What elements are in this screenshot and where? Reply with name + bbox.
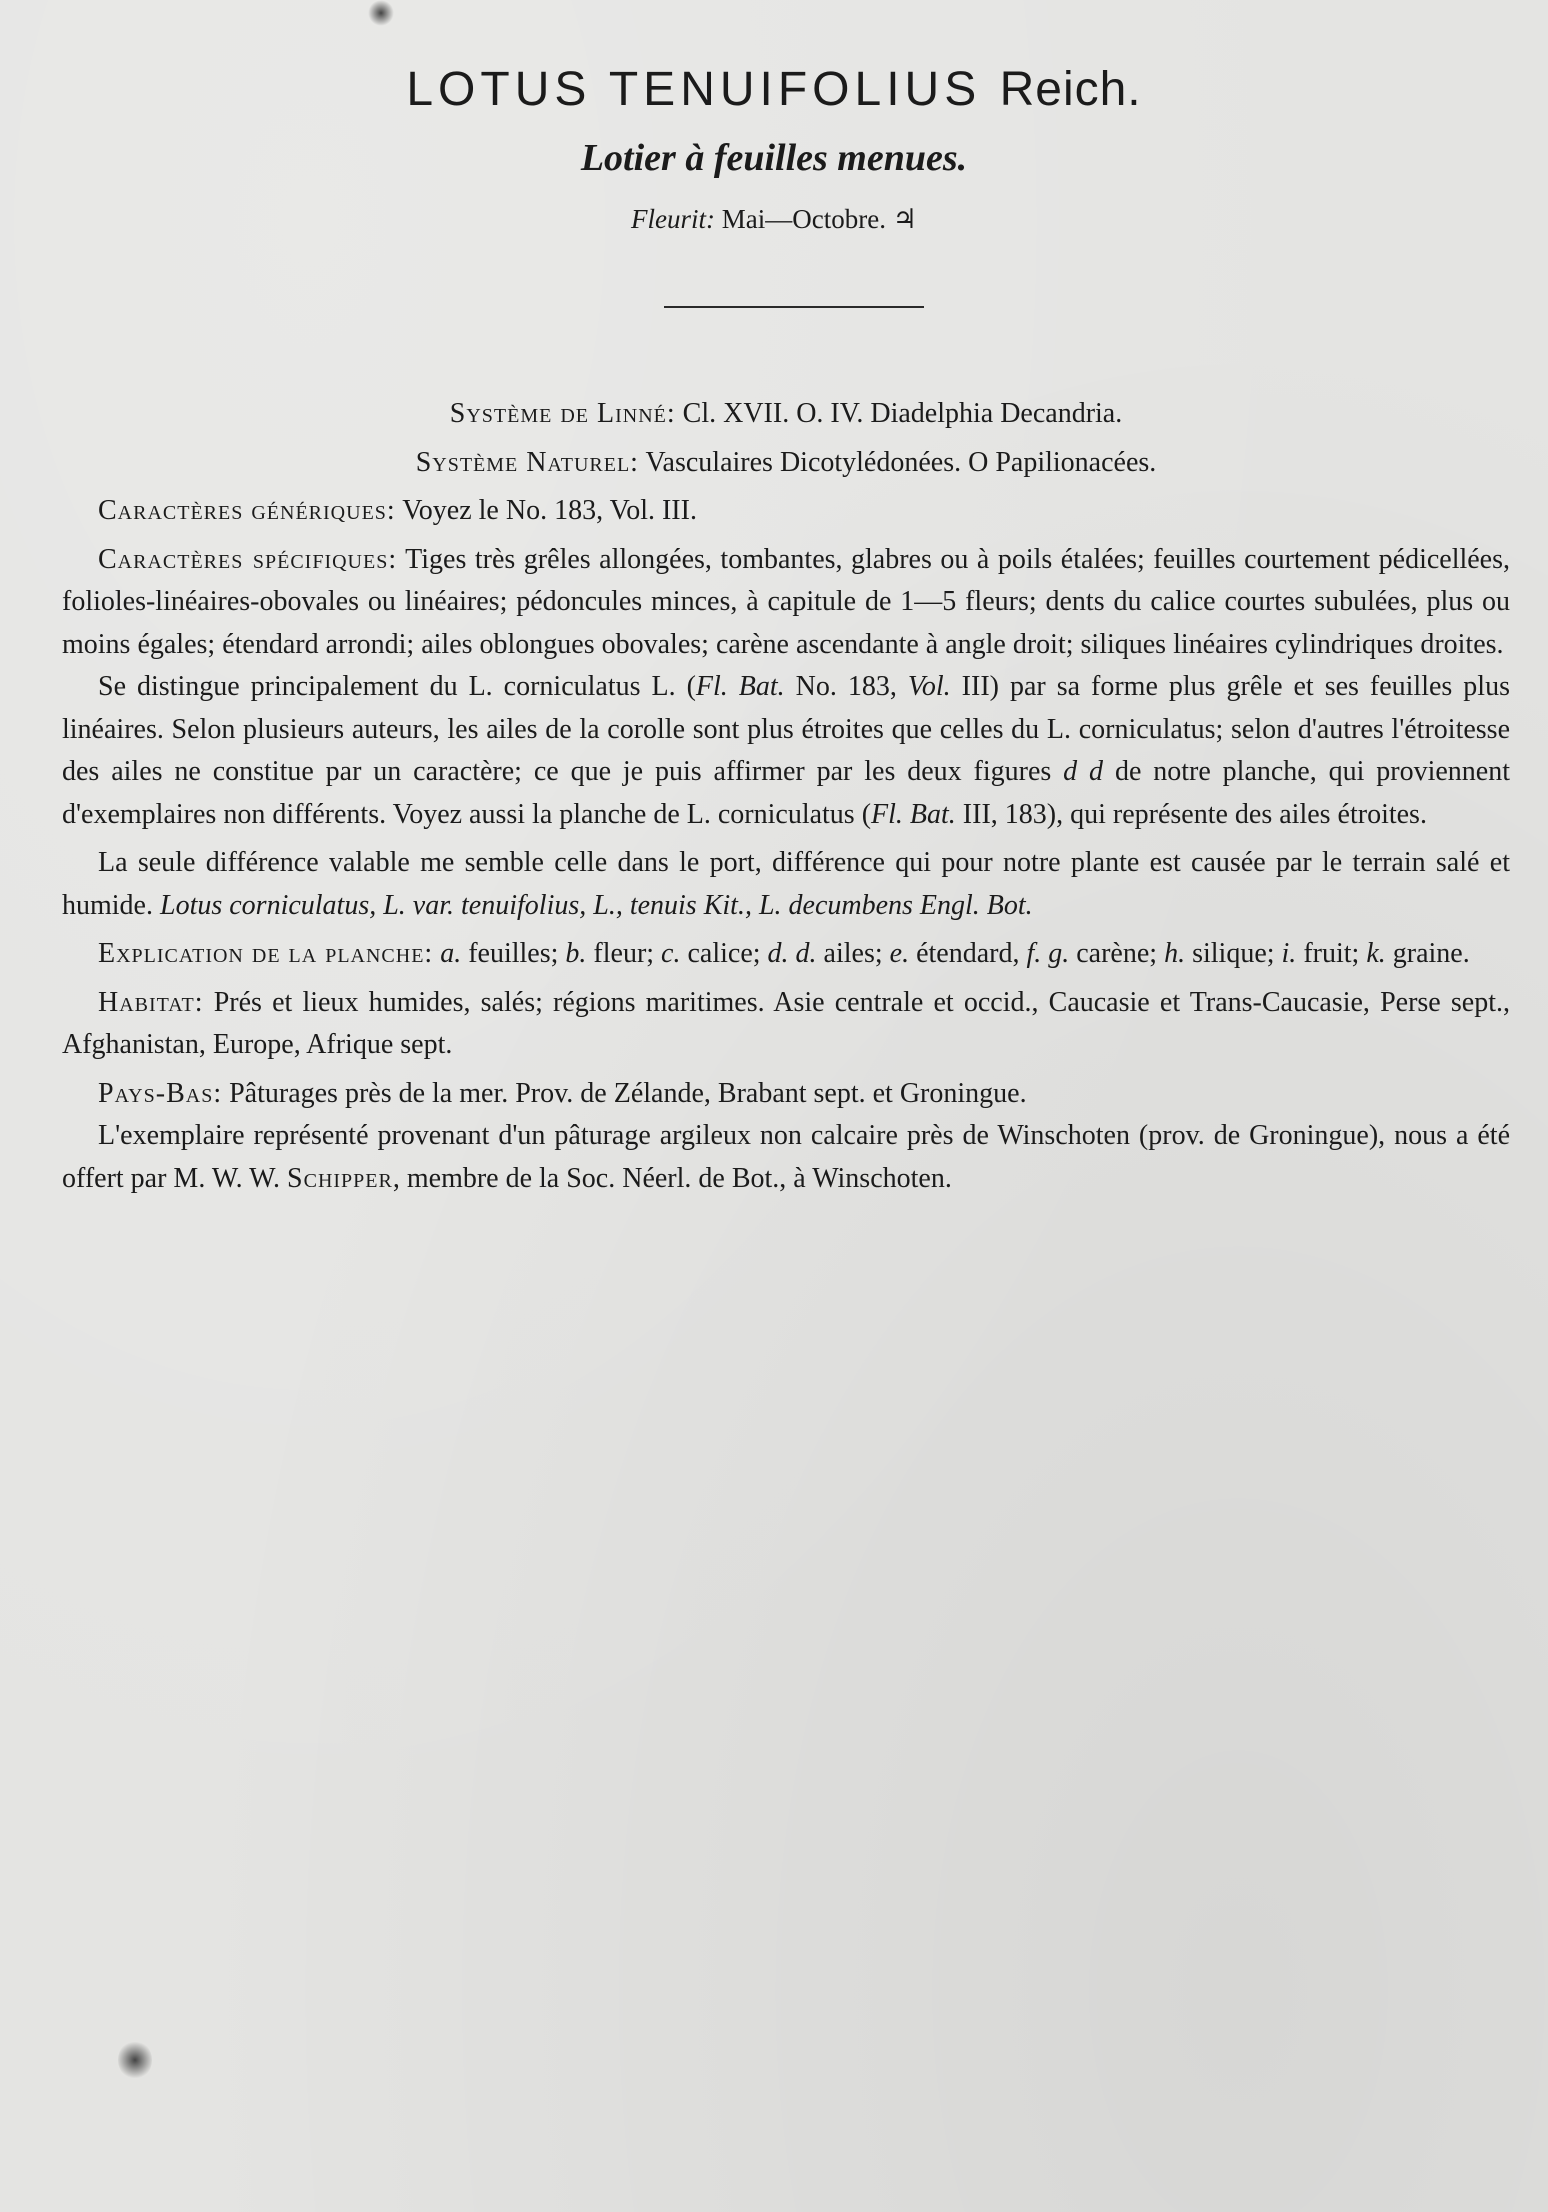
title-divider (664, 306, 924, 308)
scan-speck (118, 2040, 152, 2080)
pays-bas-paragraph (62, 1073, 1510, 1116)
reference-volume: Vol. (907, 671, 951, 702)
plate-item: calice; (680, 938, 768, 969)
species-name: LOTUS TENUIFOLIUS (406, 63, 982, 116)
caracteres-generiques-paragraph (62, 490, 1510, 533)
exemplaire-text: , membre de la Soc. Néerl. de Bot., à Winschoten. (392, 1162, 952, 1194)
plate-key: i. (1281, 938, 1297, 969)
synonyms: Lotus corniculatus, L. var. tenuifolius, L., tenuis Kit., L. decumbens Engl. Bot. (160, 889, 1033, 921)
reference-flora: Fl. Bat. (695, 671, 785, 702)
systeme-naturel-value: Vasculaires Dicotylédonées. O Papilionacées. (645, 446, 1157, 478)
plate-key: k. (1366, 938, 1386, 969)
species-author: Reich. (999, 63, 1142, 116)
plate-item: ailes; (816, 938, 890, 969)
habitat-label: Habitat: (98, 986, 204, 1018)
distinction-paragraph (62, 666, 1510, 836)
plate-key: b. (565, 938, 587, 969)
plate-item: silique; (1185, 938, 1282, 969)
flowering-value: Mai—Octobre. ♃ (721, 204, 917, 234)
caracteres-generiques-label: Caractères génériques: (98, 495, 396, 526)
plate-item: fruit; (1296, 938, 1367, 969)
systeme-naturel-line (62, 442, 1510, 485)
plate-key: h. (1164, 938, 1186, 969)
plate-item: étendard, (909, 938, 1027, 969)
distinction-text: III, 183), qui représente des ailes étroites. (955, 798, 1427, 830)
explication-paragraph (62, 933, 1510, 976)
explication-label: Explication de la planche: (98, 938, 434, 969)
plate-key: a. (440, 938, 462, 969)
habitat-paragraph (62, 982, 1510, 1067)
plate-key: d. d. (767, 938, 817, 969)
caracteres-generiques-value: Voyez le No. 183, Vol. III. (402, 495, 697, 526)
plate-item: graine. (1385, 938, 1470, 969)
systeme-linne-label: Système de Linné: (449, 398, 676, 429)
systeme-linne-value: Cl. XVII. O. IV. Diadelphia Decandria. (682, 398, 1123, 429)
systeme-linne-line (62, 393, 1510, 436)
plate-key: f. g. (1026, 938, 1070, 969)
exemplaire-text: L'exemplaire représenté provenant d'un pâturage argileux non calcaire près de Winschoten (prov. de Groningue), nous a été offert par M. W. W. (62, 1120, 1510, 1194)
flowering-label: Fleurit: (631, 204, 716, 234)
flowering-line (0, 204, 1548, 235)
body-text (62, 393, 1510, 1200)
donor-name: Schipper (287, 1162, 393, 1194)
caracteres-specifiques-label: Caractères spécifiques: (98, 543, 398, 575)
distinction-text: No. 183, (784, 671, 908, 702)
plate-key: e. (889, 938, 910, 969)
reference-flora: Fl. Bat. (871, 798, 956, 830)
page-title (0, 62, 1548, 117)
exemplaire-paragraph (62, 1115, 1510, 1200)
caracteres-specifiques-paragraph (62, 539, 1510, 667)
caracteres-specifiques-value: Tiges très grêles allongées, tombantes, glabres ou à poils étalées; feuilles courtement pédicellées, folioles-linéaires-obovales ou linéaires; pédoncules minces, à capitule de 1—5 fleurs; dents du calice courtes subulées, plus ou moins égales; étendard arrondi; ailes oblongues obovales; carène ascendante à angle droit; siliques linéaires cylindriques droites. (62, 543, 1511, 660)
habitat-value: Prés et lieux humides, salés; régions maritimes. Asie centrale et occid., Caucasie et Trans-Caucasie, Perse sept., Afghanistan, Europe, Afrique sept. (62, 986, 1510, 1060)
systeme-naturel-label: Système Naturel: (415, 446, 639, 478)
figure-reference: d d (1063, 756, 1104, 787)
difference-text: La seule différence valable me semble celle dans le port, différence qui pour notre plante est causée par le terrain salé et humide. (62, 847, 1510, 921)
plate-item: fleur; (586, 938, 662, 969)
difference-paragraph (62, 842, 1510, 927)
pays-bas-value: Pâturages près de la mer. Prov. de Zélande, Brabant sept. et Groningue. (229, 1077, 1027, 1109)
plate-item: carène; (1069, 938, 1165, 969)
distinction-text: Se distingue principalement du L. corniculatus L. ( (98, 671, 696, 702)
bleed-through-texture (90, 1500, 1510, 2120)
distinction-text: de notre planche, qui proviennent d'exemplaires non différents. Voyez aussi la planche de L. corniculatus ( (62, 756, 1511, 830)
common-name: Lotier à feuilles menues. (580, 137, 968, 179)
plate-item: feuilles; (461, 938, 566, 969)
scan-speck (368, 0, 394, 26)
plate-key: c. (661, 938, 681, 969)
pays-bas-label: Pays-Bas: (98, 1077, 223, 1109)
distinction-text: III) par sa forme plus grêle et ses feuilles plus linéaires. Selon plusieurs auteurs, les ailes de la corolle sont plus étroites que celles du L. corniculatus; selon d'autres l'étroitesse des ailes ne constitue par un caractère; ce que je puis affirmer par les deux figures (62, 671, 1510, 787)
